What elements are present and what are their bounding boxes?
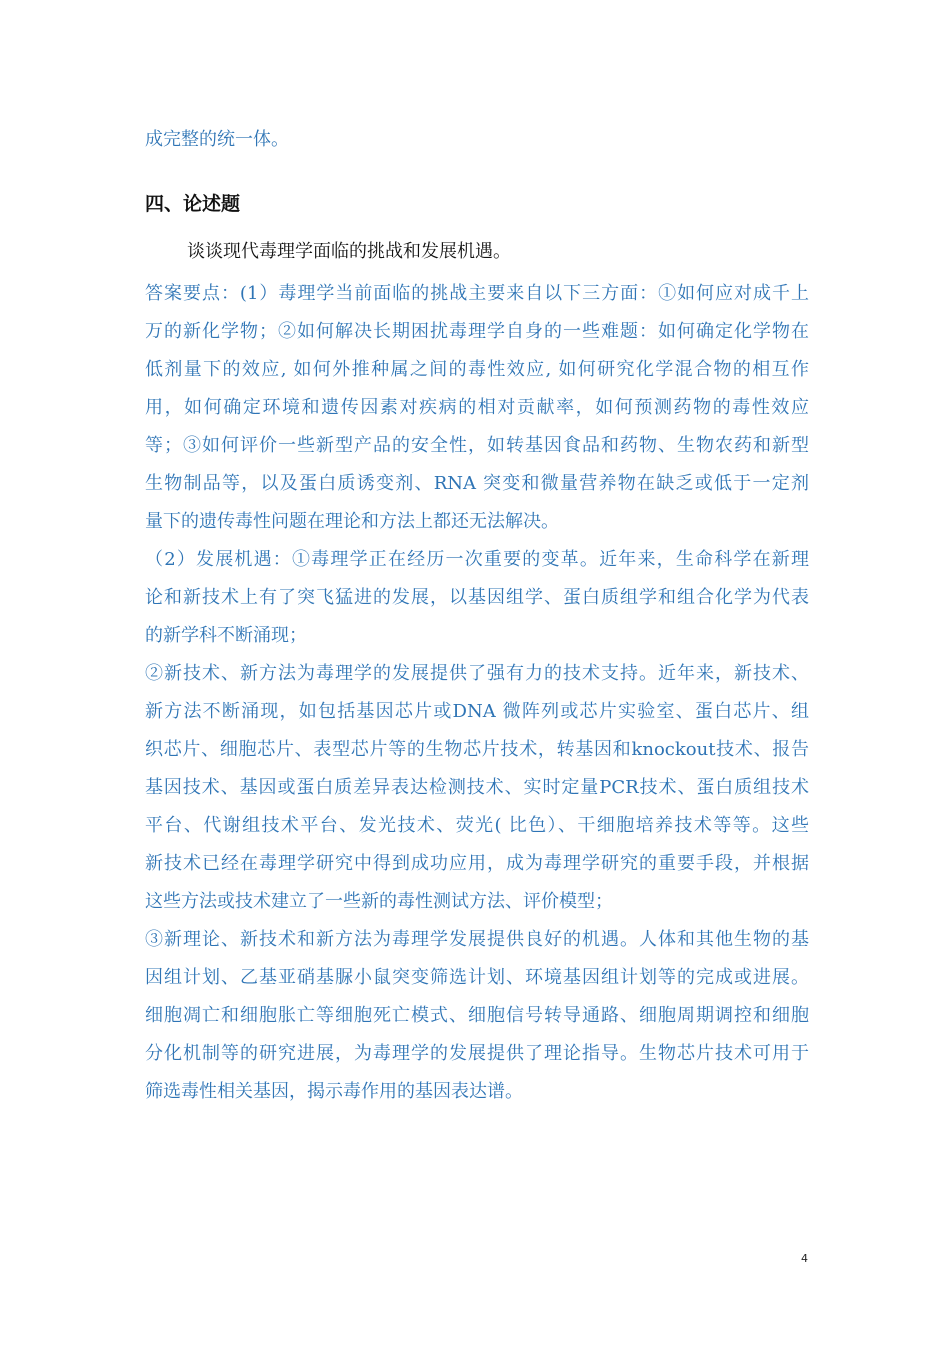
answer-line: 量下的遗传毒性问题在理论和方法上都还无法解决。 [145, 511, 559, 532]
answer-line: 细胞凋亡和细胞胀亡等细胞死亡模式、细胞信号转导通路、细胞周期调控和细胞 [145, 1005, 809, 1026]
answer-line: 筛选毒性相关基因，揭示毒作用的基因表达谱。 [145, 1081, 523, 1102]
answer-line: 低剂量下的效应, 如何外推种属之间的毒性效应, 如何研究化学混合物的相互作 [145, 359, 809, 380]
answer-line: 分化机制等的研究进展，为毒理学的发展提供了理论指导。生物芯片技术可用于 [145, 1043, 809, 1064]
answer-line: ③新理论、新技术和新方法为毒理学发展提供良好的机遇。人体和其他生物的基 [145, 929, 809, 950]
answer-line: 这些方法或技术建立了一些新的毒性测试方法、评价模型； [145, 891, 613, 912]
page-number: 4 [801, 1252, 808, 1265]
answer-line: 新方法不断涌现，如包括基因芯片或DNA 微阵列或芯片实验室、蛋白芯片、组 [145, 701, 809, 722]
answer-line: 织芯片、细胞芯片、表型芯片等的生物芯片技术，转基因和knockout技术、报告 [145, 739, 809, 760]
answer-line: （2）发展机遇：①毒理学正在经历一次重要的变革。近年来，生命科学在新理 [145, 549, 809, 570]
answer-line: 用，如何确定环境和遗传因素对疾病的相对贡献率，如何预测药物的毒性效应 [145, 397, 809, 418]
answer-line: 基因技术、基因或蛋白质差异表达检测技术、实时定量PCR技术、蛋白质组技术 [145, 777, 809, 798]
answer-line: ②新技术、新方法为毒理学的发展提供了强有力的技术支持。近年来，新技术、 [145, 663, 809, 684]
answer-line: 生物制品等，以及蛋白质诱变剂、RNA 突变和微量营养物在缺乏或低于一定剂 [145, 473, 809, 494]
intro-tail-text: 成完整的统一体。 [145, 129, 289, 150]
answer-line: 新技术已经在毒理学研究中得到成功应用，成为毒理学研究的重要手段，并根据 [145, 853, 809, 874]
answer-line: 的新学科不断涌现； [145, 625, 307, 646]
section-heading: 四、论述题 [145, 193, 241, 215]
answer-line: 等；③如何评价一些新型产品的安全性，如转基因食品和药物、生物农药和新型 [145, 435, 809, 456]
question-text: 谈谈现代毒理学面临的挑战和发展机遇。 [187, 241, 511, 262]
answer-line: 万的新化学物；②如何解决长期困扰毒理学自身的一些难题：如何确定化学物在 [145, 321, 809, 342]
answer-line: 平台、代谢组技术平台、发光技术、荧光( 比色）、干细胞培养技术等等。这些 [145, 815, 809, 836]
answer-line: 答案要点：(1）毒理学当前面临的挑战主要来自以下三方面：①如何应对成千上 [145, 283, 809, 304]
answer-line: 因组计划、乙基亚硝基脲小鼠突变筛选计划、环境基因组计划等的完成或进展。 [145, 967, 809, 988]
answer-line: 论和新技术上有了突飞猛进的发展，以基因组学、蛋白质组学和组合化学为代表 [145, 587, 809, 608]
